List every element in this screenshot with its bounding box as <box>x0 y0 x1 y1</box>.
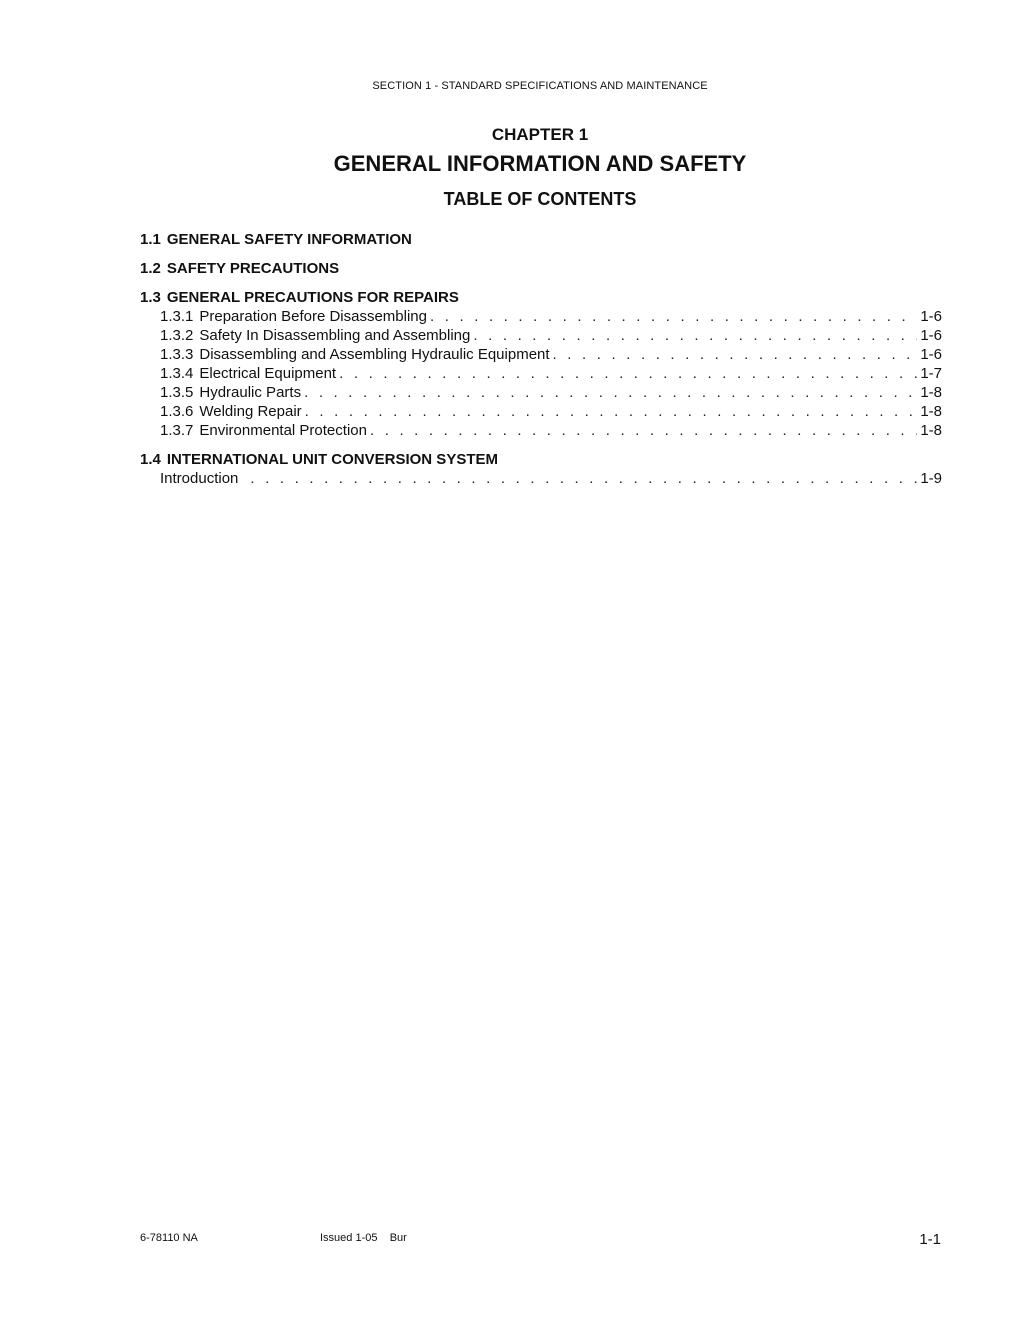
entry-title: Preparation Before Disassembling <box>199 308 427 325</box>
dot-leader <box>304 383 917 402</box>
entry-number: 1.3.4 <box>160 365 194 382</box>
table-of-contents <box>140 231 942 499</box>
toc-entry[interactable] <box>140 383 942 402</box>
entry-title: Introduction <box>160 470 239 487</box>
entry-page-number: 1-6 <box>920 346 942 363</box>
toc-section-heading[interactable] <box>140 231 942 249</box>
chapter-title: GENERAL INFORMATION AND SAFETY <box>333 151 747 176</box>
entry-number: 1.3.3 <box>160 346 194 363</box>
section-number: 1.3 <box>140 289 161 306</box>
running-header: SECTION 1 - STANDARD SPECIFICATIONS AND MAINTENANCE <box>372 80 708 92</box>
entry-number: 1.3.6 <box>160 403 194 420</box>
dot-leader <box>339 364 917 383</box>
entry-number: 1.3.2 <box>160 327 194 344</box>
entry-page-number: 1-8 <box>920 384 942 401</box>
section-title: GENERAL SAFETY INFORMATION <box>166 231 412 248</box>
dot-leader <box>305 402 918 421</box>
section-number: 1.2 <box>140 260 161 277</box>
dot-leader <box>370 421 917 440</box>
toc-section <box>140 231 942 249</box>
section-title: GENERAL PRECAUTIONS FOR REPAIRS <box>166 289 459 306</box>
toc-entry[interactable] <box>140 364 942 383</box>
entry-page-number: 1-6 <box>920 327 942 344</box>
toc-section-heading[interactable] <box>140 289 942 307</box>
toc-entry[interactable] <box>140 307 942 326</box>
section-number: 1.4 <box>140 451 161 468</box>
entry-number: 1.3.1 <box>160 308 194 325</box>
toc-section <box>140 260 942 278</box>
chapter-label: CHAPTER 1 <box>491 125 589 144</box>
entry-page-number: 1-9 <box>920 470 942 487</box>
entry-title: Disassembling and Assembling Hydraulic Equipment <box>199 346 550 363</box>
entry-title: Hydraulic Parts <box>199 384 302 401</box>
toc-section <box>140 451 942 488</box>
footer-document-number: 6-78110 NA <box>140 1232 198 1244</box>
section-title: SAFETY PRECAUTIONS <box>166 260 340 277</box>
entry-number: 1.3.5 <box>160 384 194 401</box>
toc-section-heading[interactable] <box>140 451 942 469</box>
toc-entry[interactable] <box>140 326 942 345</box>
footer-page-number: 1-1 <box>919 1231 941 1248</box>
entry-title: Welding Repair <box>199 403 302 420</box>
dot-leader <box>553 345 918 364</box>
dot-leader <box>473 326 917 345</box>
footer-issue-info: Issued 1-05 Bur <box>320 1232 407 1244</box>
dot-leader <box>430 307 917 326</box>
entry-page-number: 1-7 <box>920 365 942 382</box>
toc-entry[interactable] <box>140 469 942 488</box>
dot-leader <box>250 469 917 488</box>
section-number: 1.1 <box>140 231 161 248</box>
toc-section-heading[interactable] <box>140 260 942 278</box>
entry-title: Environmental Protection <box>199 422 367 439</box>
entry-title: Safety In Disassembling and Assembling <box>199 327 471 344</box>
entry-number: 1.3.7 <box>160 422 194 439</box>
toc-title: TABLE OF CONTENTS <box>443 189 637 209</box>
section-title: INTERNATIONAL UNIT CONVERSION SYSTEM <box>166 451 498 468</box>
toc-section <box>140 289 942 440</box>
toc-entry[interactable] <box>140 345 942 364</box>
entry-page-number: 1-6 <box>920 308 942 325</box>
toc-entry[interactable] <box>140 402 942 421</box>
entry-title: Electrical Equipment <box>199 365 337 382</box>
toc-entry[interactable] <box>140 421 942 440</box>
entry-page-number: 1-8 <box>920 403 942 420</box>
entry-page-number: 1-8 <box>920 422 942 439</box>
